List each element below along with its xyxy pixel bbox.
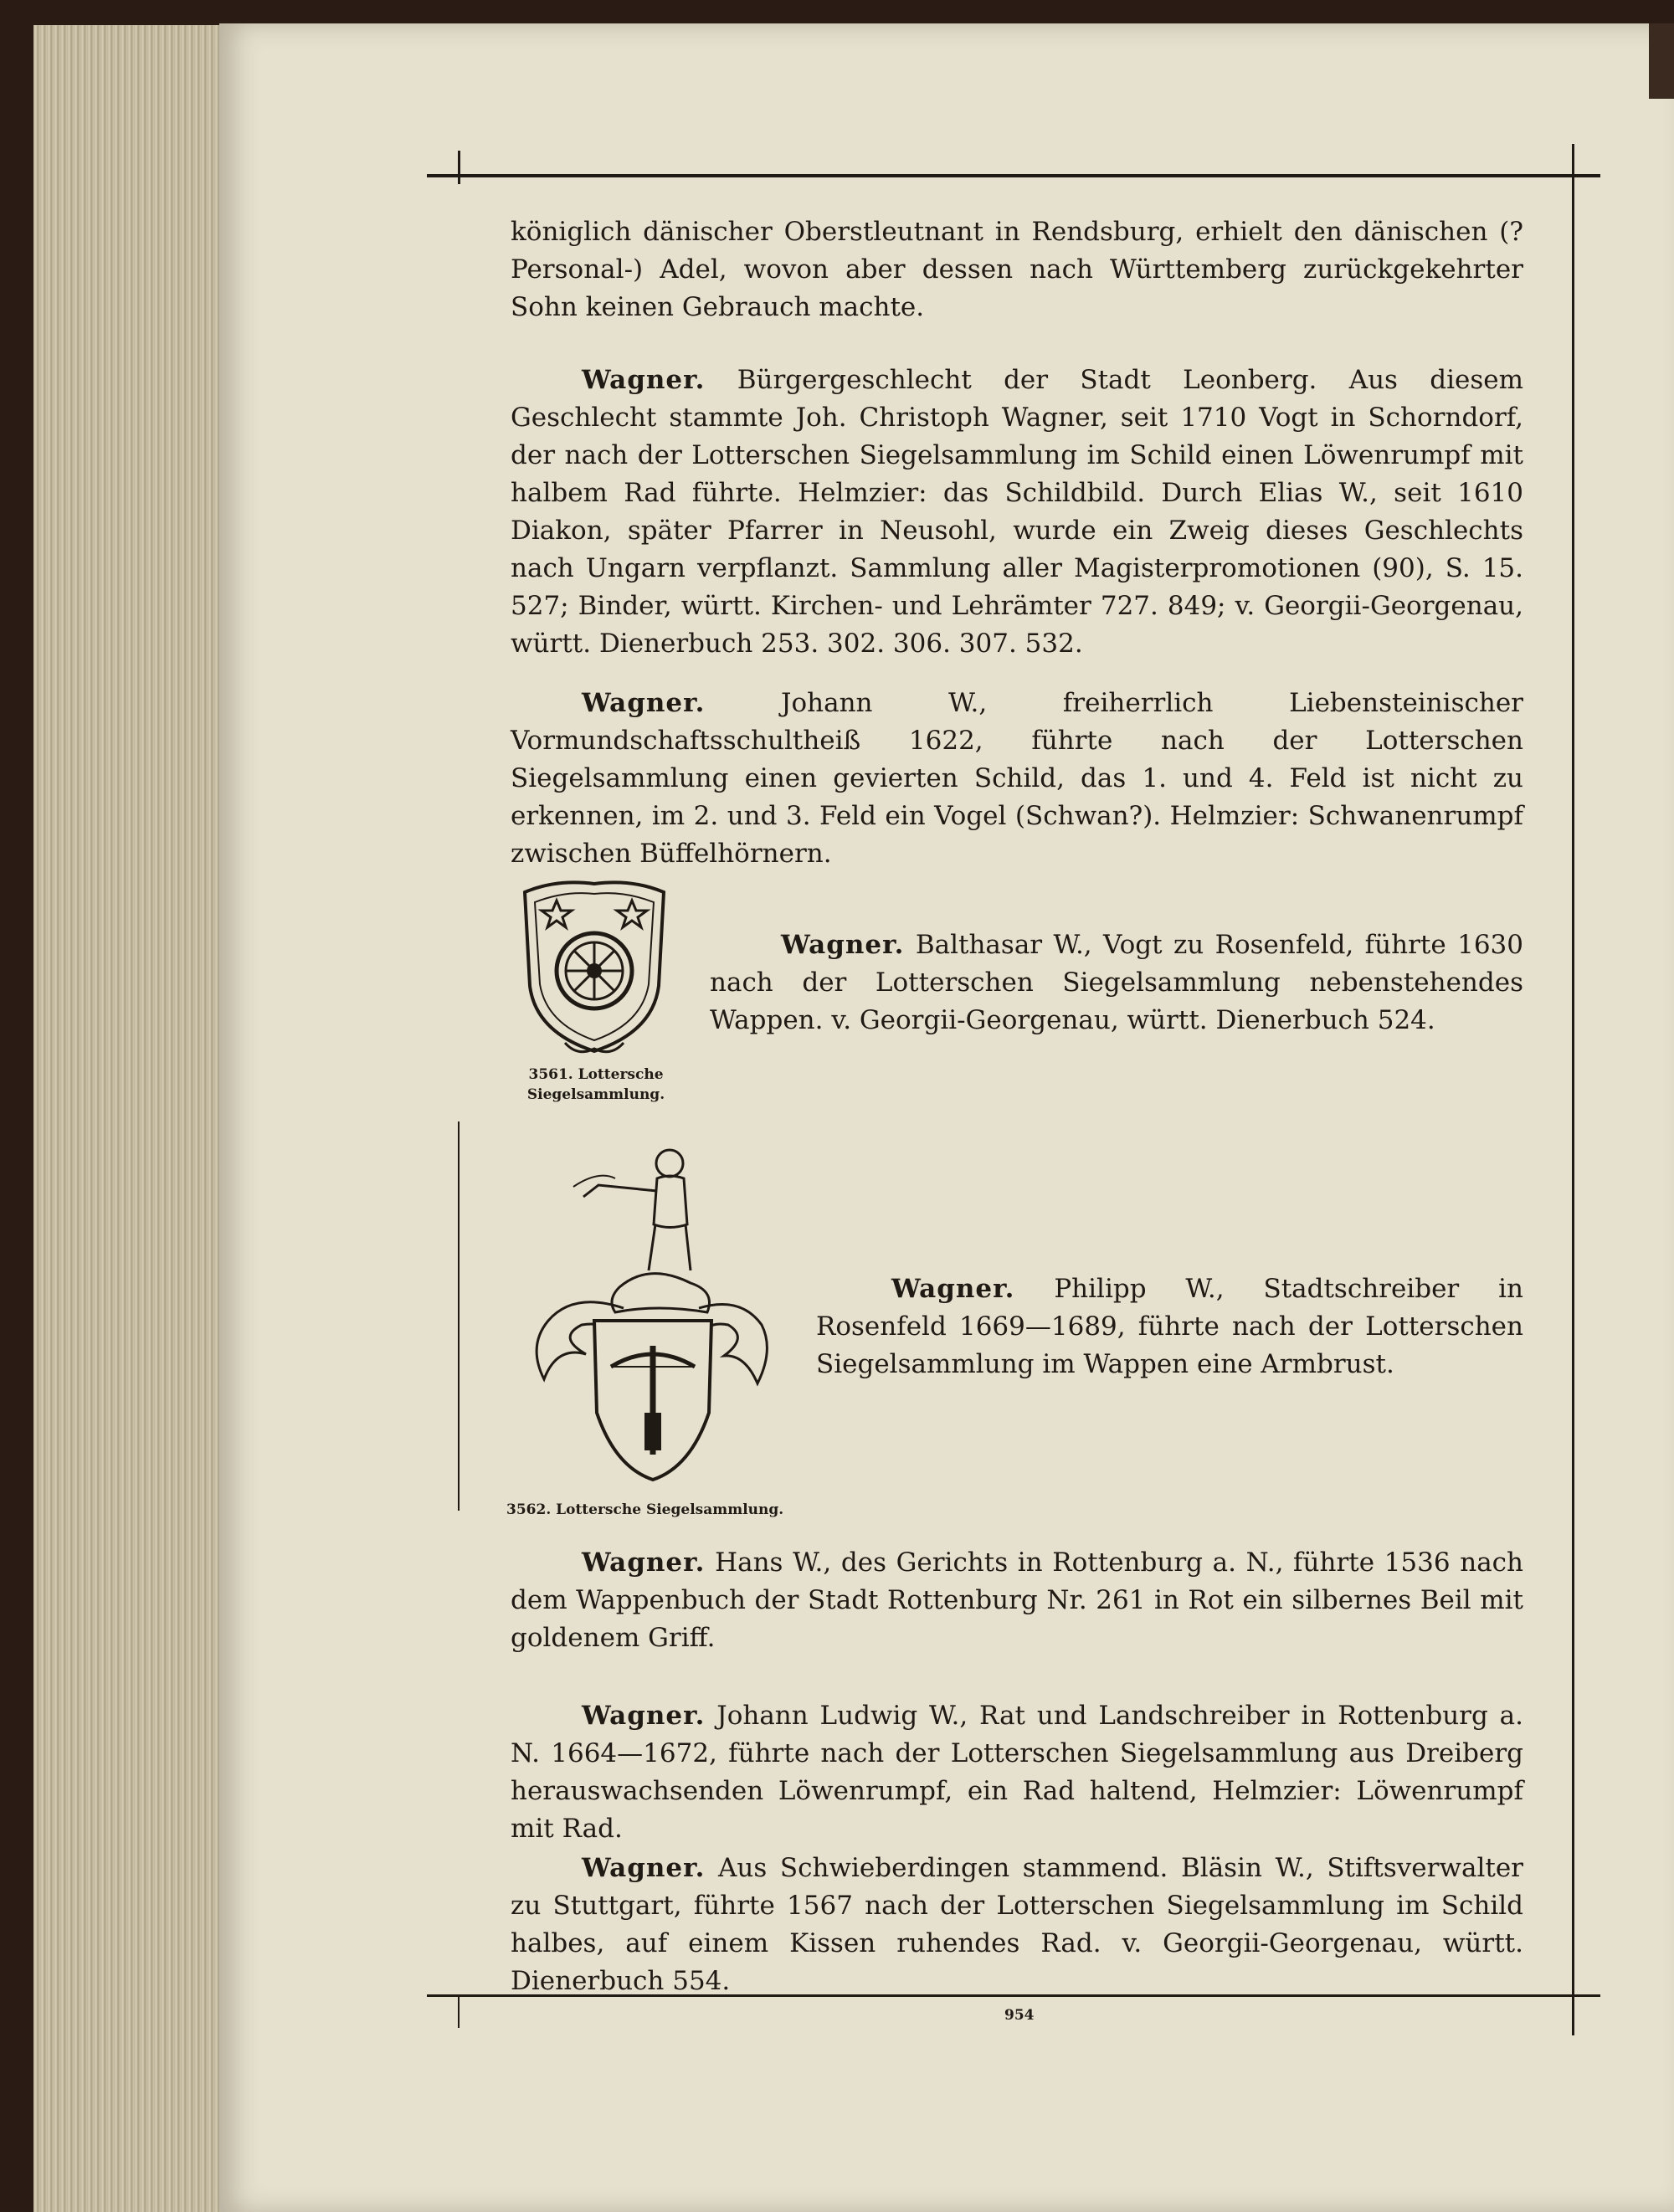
figure-caption-3562 <box>506 1500 791 1520</box>
wheel-icon <box>557 933 632 1008</box>
entry-wagner-hans <box>511 1544 1523 1657</box>
figure-number: 3561. <box>528 1066 573 1083</box>
figure-caption-text: Lottersche Siegelsammlung. <box>556 1501 784 1518</box>
coat-of-arms-3562 <box>523 1145 774 1496</box>
entry-wagner-johann <box>511 685 1523 873</box>
entry-headword: Wagner. <box>582 365 706 395</box>
entry-headword: Wagner. <box>582 1853 706 1883</box>
entry-wagner-balthasar <box>710 926 1523 1039</box>
entry-headword: Wagner. <box>582 1701 706 1731</box>
entry-wagner-johann-ludwig <box>511 1697 1523 1848</box>
intro-text: königlich dänischer Oberstleutnant in Rendsburg, erhielt den dänischen (? Personal-) Adel, wovon aber dessen nach Württemberg zurückgekehrter Sohn keinen Gebrauch machte. <box>511 217 1523 322</box>
entry-headword: Wagner. <box>781 930 905 960</box>
page-number: 954 <box>1004 2007 1035 2024</box>
figure-caption-line1: Lottersche <box>578 1066 664 1083</box>
entry-text: Bürgergeschlecht der Stadt Leonberg. Aus diesem Geschlecht stammte Joh. Christoph Wagner, seit 1710 Vogt in Schorndorf, der nach der Lotterschen Siegelsammlung im Schild einen Löwenrumpf mit halbem Rad führte. Helmzier: das Schildbild. Durch Elias W., seit 1610 Diakon, später Pfarrer in Neusohl, wurde ein Zweig dieses Geschlechts nach Ungarn verpflanzt. Sammlung aller Magisterpromotionen (90), S. 15. 527; Binder, württ. Kirchen- und Lehrämter 727. 849; v. Georgii-Georgenau, württ. Dienerbuch 253. 302. 306. 307. 532. <box>511 365 1523 659</box>
figure-caption-3561 <box>512 1065 680 1105</box>
top-rule <box>427 174 1600 177</box>
left-rule-bottom-tick <box>458 1994 460 2028</box>
entry-text: Balthasar W., Vogt zu Rosenfeld, führte 1630 nach der Lotterschen Siegelsammlung nebenstehendes Wappen. v. Georgii-Georgenau, württ. Dienerbuch 524. <box>710 930 1523 1035</box>
page-edge-stack <box>33 25 226 2212</box>
figure-number: 3562. <box>506 1501 552 1518</box>
entry-text: Hans W., des Gerichts in Rottenburg a. N., führte 1536 nach dem Wappenbuch der Stadt Rottenburg Nr. 261 in Rot ein silbernes Beil mit goldenem Griff. <box>511 1547 1523 1653</box>
figure-caption-line2: Siegelsammlung. <box>526 1086 665 1103</box>
coat-of-arms-3561 <box>515 877 674 1061</box>
left-rule <box>458 1121 460 1511</box>
entry-headword: Wagner. <box>891 1274 1015 1304</box>
page-corner-shadow <box>1649 23 1674 99</box>
left-rule-top-tick <box>458 151 460 184</box>
entry-text: Johann W., freiherrlich Liebensteinischer Vormundschaftsschultheiß 1622, führte nach der Lotterschen Siegelsammlung einen gevierten Schild, das 1. und 4. Feld ist nicht zu erkennen, im 2. und 3. Feld ein Vogel (Schwan?). Helmzier: Schwanenrumpf zwischen Büffelhörnern. <box>511 688 1523 869</box>
right-rule <box>1572 144 1574 2035</box>
entry-text: Aus Schwieberdingen stammend. Bläsin W., Stiftsverwalter zu Stuttgart, führte 1567 nach der Lotterschen Siegelsammlung im Schild halbes, auf einem Kissen ruhendes Rad. v. Georgii-Georgenau, württ. Dienerbuch 554. <box>511 1853 1523 1996</box>
crest-figure-icon <box>573 1150 691 1270</box>
entry-headword: Wagner. <box>582 688 706 718</box>
entry-wagner-philipp <box>816 1270 1523 1383</box>
intro-paragraph <box>511 213 1523 326</box>
entry-wagner-blaesin <box>511 1850 1523 2000</box>
entry-text: Johann Ludwig W., Rat und Landschreiber in Rottenburg a. N. 1664—1672, führte nach der Lotterschen Siegelsammlung aus Dreiberg herauswachsenden Löwenrumpf, ein Rad haltend, Helmzier: Löwenrumpf mit Rad. <box>511 1701 1524 1844</box>
entry-headword: Wagner. <box>582 1547 706 1578</box>
entry-text: Philipp W., Stadtschreiber in Rosenfeld 1669—1689, führte nach der Lotterschen Siegelsammlung im Wappen eine Armbrust. <box>816 1274 1523 1379</box>
entry-wagner-leonberg <box>511 362 1523 663</box>
